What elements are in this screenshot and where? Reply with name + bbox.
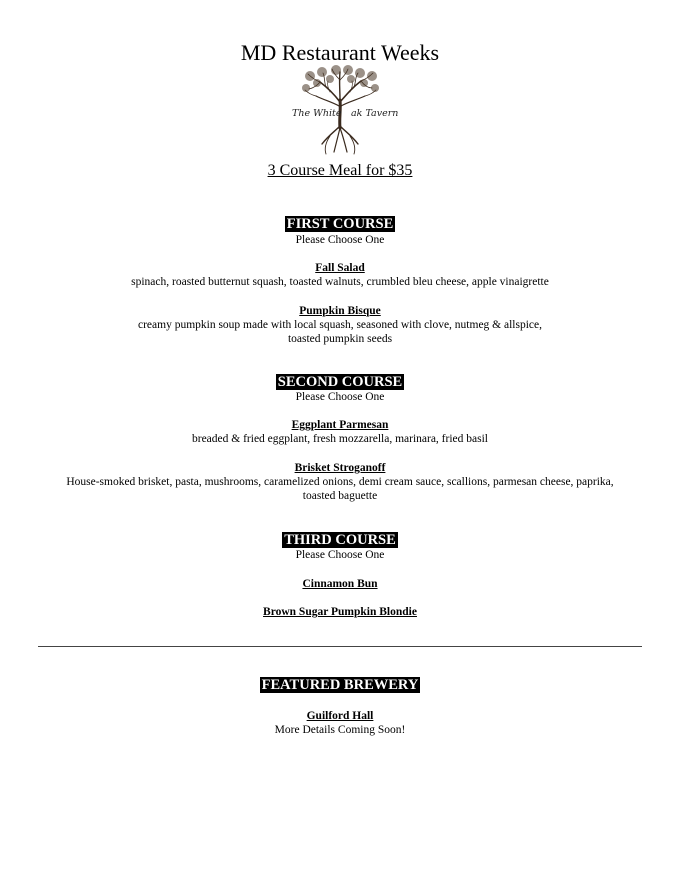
second-course-heading: SECOND COURSE <box>277 374 403 390</box>
second-course-instruction: Please Choose One <box>295 391 385 403</box>
first-course-instruction: Please Choose One <box>295 234 385 246</box>
third-course-heading-row <box>0 531 680 549</box>
dish-description-eggplant-parmesan: breaded & fried eggplant, fresh mozzarella, marinara, fried basil <box>192 433 488 445</box>
first-course-heading: FIRST COURSE <box>286 216 394 232</box>
dish-description-brisket-stroganoff-line2: toasted baguette <box>302 490 378 502</box>
featured-brewery-heading-row <box>0 676 680 694</box>
section-divider <box>38 646 642 647</box>
page-title: MD Restaurant Weeks <box>240 40 440 65</box>
dish-description-pumpkin-bisque-line2: toasted pumpkin seeds <box>287 333 393 345</box>
dish-name-pumpkin-bisque: Pumpkin Bisque <box>299 305 381 317</box>
dish-name-cinnamon-bun: Cinnamon Bun <box>302 578 378 590</box>
white-oak-tavern-logo <box>290 66 399 156</box>
first-course-heading-row <box>0 215 680 233</box>
featured-brewery-details: More Details Coming Soon! <box>274 724 406 736</box>
dish-name-brisket-stroganoff: Brisket Stroganoff <box>294 462 386 474</box>
featured-brewery-name: Guilford Hall <box>306 710 374 722</box>
dish-name-brown-sugar-pumpkin-blondie: Brown Sugar Pumpkin Blondie <box>263 606 417 618</box>
third-course-heading: THIRD COURSE <box>284 532 396 548</box>
logo-text-right: ak Tavern <box>351 108 399 119</box>
third-course-instruction: Please Choose One <box>295 549 385 561</box>
logo-text-left: The White <box>292 108 342 119</box>
dish-description-pumpkin-bisque-line1: creamy pumpkin soup made with local squash, seasoned with clove, nutmeg & allspice, <box>137 319 542 331</box>
second-course-heading-row <box>0 373 680 391</box>
featured-brewery-heading: FEATURED BREWERY <box>261 677 419 693</box>
price-subtitle: 3 Course Meal for $35 <box>267 162 413 179</box>
dish-name-eggplant-parmesan: Eggplant Parmesan <box>291 419 389 431</box>
dish-description-brisket-stroganoff-line1: House-smoked brisket, pasta, mushrooms, caramelized onions, demi cream sauce, scallions, parmesan cheese, paprika, <box>66 476 614 488</box>
dish-name-fall-salad: Fall Salad <box>315 262 365 274</box>
dish-description-fall-salad: spinach, roasted butternut squash, toasted walnuts, crumbled bleu cheese, apple vinaigrette <box>131 276 549 288</box>
